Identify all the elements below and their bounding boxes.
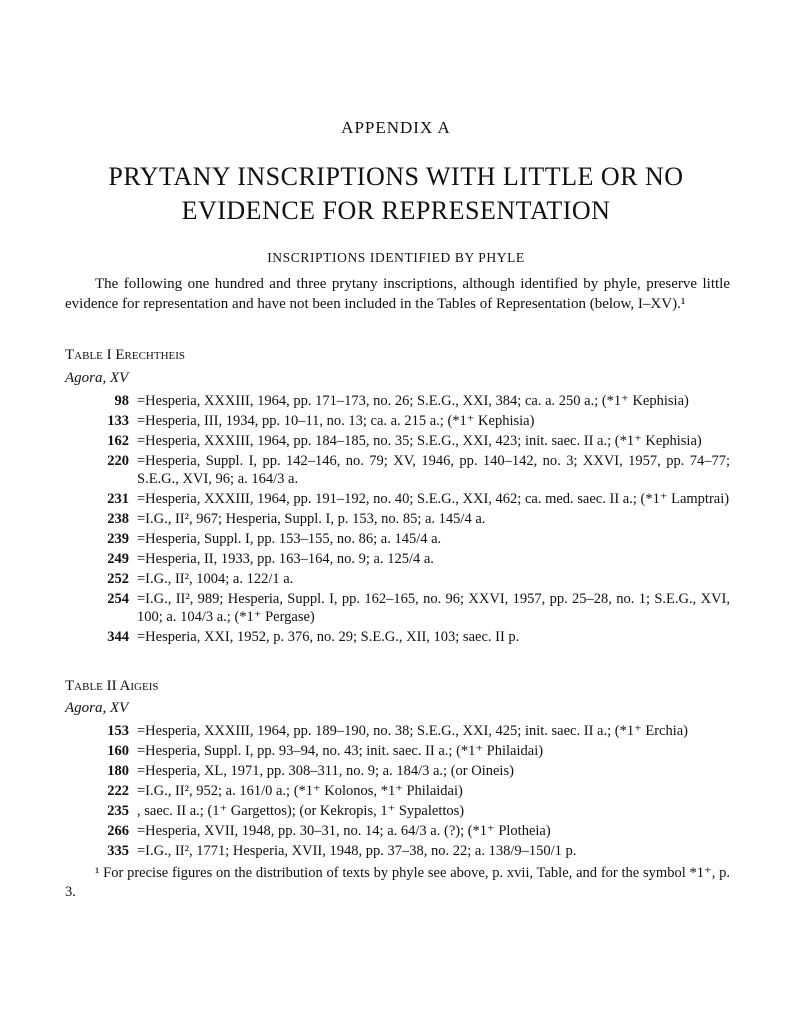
entry-number: 239 — [107, 531, 129, 547]
inscription-entry — [107, 570, 730, 588]
entry-number: 153 — [107, 723, 129, 739]
inscription-entry — [107, 802, 730, 820]
entry-number: 98 — [114, 393, 129, 409]
entry-text: =Hesperia, XL, 1971, pp. 308–311, no. 9; a. 184/3 a.; (or Oineis) — [137, 763, 514, 779]
entry-number: 133 — [107, 413, 129, 429]
inscription-entry — [107, 782, 730, 800]
inscription-entry — [107, 452, 730, 488]
inscription-entry — [107, 432, 730, 450]
entry-text: =Hesperia, XXI, 1952, p. 376, no. 29; S.E.G., XII, 103; saec. II p. — [137, 629, 520, 645]
table-heading-aigeis: Table II Aigeis — [65, 678, 159, 694]
entry-number: 162 — [107, 433, 129, 449]
entry-text: =Hesperia, Suppl. I, pp. 142–146, no. 79; XV, 1946, pp. 140–142, no. 3; XXVI, 1957, pp. 74–77; S.E.G., XVI, 96; a. 164/3 a. — [137, 453, 730, 487]
inscription-entry — [107, 412, 730, 430]
inscription-entry — [107, 742, 730, 760]
entry-text: =I.G., II², 989; Hesperia, Suppl. I, pp. 162–165, no. 96; XXVI, 1957, pp. 25–28, no. 1; S.E.G., XVI, 100; a. 104/3 a.; (*1⁺ Pergase) — [137, 591, 730, 625]
entry-text: =Hesperia, XVII, 1948, pp. 30–31, no. 14; a. 64/3 a. (?); (*1⁺ Plotheia) — [137, 823, 551, 839]
entry-text: =I.G., II², 1771; Hesperia, XVII, 1948, pp. 37–38, no. 22; a. 138/9–150/1 p. — [137, 843, 577, 859]
inscription-entry — [107, 842, 730, 860]
inscription-entry — [107, 628, 730, 646]
inscription-entry — [107, 490, 730, 508]
entry-number: 220 — [107, 453, 129, 469]
entry-list-aigeis — [0, 722, 792, 862]
entry-text: =Hesperia, Suppl. I, pp. 93–94, no. 43; init. saec. II a.; (*1⁺ Philaidai) — [137, 743, 544, 759]
entry-number: 238 — [107, 511, 129, 527]
entry-number: 254 — [107, 591, 129, 607]
entry-number: 231 — [107, 491, 129, 507]
entry-text: =Hesperia, XXXIII, 1964, pp. 171–173, no. 26; S.E.G., XXI, 384; ca. a. 250 a.; (*1⁺ Kephisia) — [137, 393, 689, 409]
entry-number: 249 — [107, 551, 129, 567]
entry-text: =I.G., II², 967; Hesperia, Suppl. I, p. 153, no. 85; a. 145/4 a. — [137, 511, 486, 527]
entry-text: =Hesperia, XXXIII, 1964, pp. 189–190, no. 38; S.E.G., XXI, 425; init. saec. II a.; (*1⁺ Erchia) — [137, 723, 689, 739]
entry-text: =I.G., II², 952; a. 161/0 a.; (*1⁺ Kolonos, *1⁺ Philaidai) — [137, 783, 463, 799]
entry-text: =Hesperia, XXXIII, 1964, pp. 184–185, no. 35; S.E.G., XXI, 423; init. saec. II a.; (*1⁺ Kephisia) — [137, 433, 702, 449]
entry-text: =Hesperia, II, 1933, pp. 163–164, no. 9; a. 125/4 a. — [137, 551, 434, 567]
entry-number: 235 — [107, 803, 129, 819]
table-heading-erechtheis: Table I Erechtheis — [65, 347, 186, 363]
entry-number: 335 — [107, 843, 129, 859]
entry-number: 160 — [107, 743, 129, 759]
entry-text: =Hesperia, XXXIII, 1964, pp. 191–192, no. 40; S.E.G., XXI, 462; ca. med. saec. II a.; (*1⁺ Lamptrai) — [137, 491, 730, 507]
section-subtitle: INSCRIPTIONS IDENTIFIED BY PHYLE — [267, 250, 525, 265]
inscription-entry — [114, 392, 730, 410]
appendix-label: APPENDIX A — [341, 118, 451, 137]
entry-number: 222 — [107, 783, 129, 799]
entry-number: 344 — [107, 629, 129, 645]
inscription-entry — [107, 762, 730, 780]
inscription-entry — [107, 530, 730, 548]
inscription-entry — [107, 550, 730, 568]
entry-text: =I.G., II², 1004; a. 122/1 a. — [137, 571, 294, 587]
entry-text: =Hesperia, Suppl. I, pp. 153–155, no. 86; a. 145/4 a. — [137, 531, 442, 547]
footnote: ¹ For precise figures on the distribution of texts by phyle see above, p. xvii, Table, and for the symbol *1⁺, p. 3. — [65, 865, 730, 900]
inscription-entry — [107, 822, 730, 840]
table-subheading-erechtheis: Agora, XV — [65, 370, 129, 386]
inscription-entry — [107, 590, 730, 626]
page-title: PRYTANY INSCRIPTIONS WITH LITTLE OR NO EVIDENCE FOR REPRESENTATION — [108, 162, 684, 225]
inscription-entry — [107, 510, 730, 528]
entry-list-erechtheis — [0, 392, 792, 648]
intro-paragraph: The following one hundred and three prytany inscriptions, although identified by phyle, preserve little evidence for representation and have not been included in the Tables of Representation (below, I–XV).¹ — [65, 276, 730, 312]
table-subheading-aigeis: Agora, XV — [65, 700, 129, 716]
entry-text: =Hesperia, III, 1934, pp. 10–11, no. 13; ca. a. 215 a.; (*1⁺ Kephisia) — [137, 413, 535, 429]
entry-number: 180 — [107, 763, 129, 779]
entry-text: , saec. II a.; (1⁺ Gargettos); (or Kekropis, 1⁺ Sypalettos) — [137, 803, 465, 819]
entry-number: 266 — [107, 823, 129, 839]
inscription-entry — [107, 722, 730, 740]
entry-number: 252 — [107, 571, 129, 587]
